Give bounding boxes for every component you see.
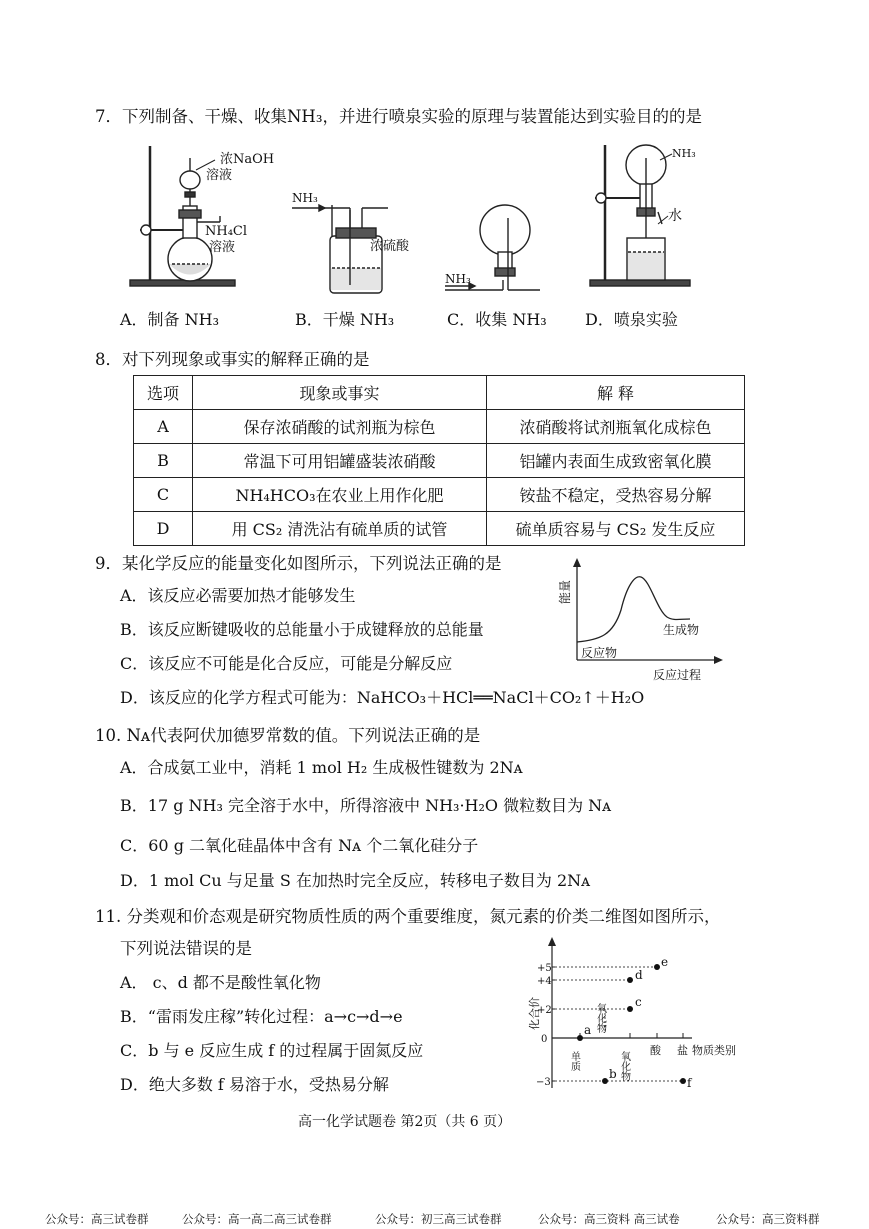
table-header: 选项	[134, 376, 193, 410]
page-footer: 高一化学试题卷 第2页（共 6 页）	[298, 1114, 512, 1130]
table-cell: 用 CS₂ 清洗沾有硫单质的试管	[193, 512, 487, 546]
q11-ylabel: 化合价	[528, 997, 541, 1030]
table-row	[134, 444, 745, 478]
q7-option-c: C．收集 NH₃	[447, 310, 547, 329]
q9-option-d: D．该反应的化学方程式可能为：NaHCO₃＋HCl══NaCl＋CO₂↑＋H₂O	[120, 688, 645, 707]
bottom-bar-item: 公众号：高三资料 高三试卷	[538, 1212, 680, 1226]
q11-xlabel: 物质类别	[692, 1044, 736, 1057]
table-cell: D	[134, 512, 193, 546]
q9-option-c: C．该反应不可能是化合反应，可能是分解反应	[120, 654, 453, 673]
table-cell: 浓硝酸将试剂瓶氧化成棕色	[487, 410, 745, 444]
label-nh4cl1: NH₄Cl	[205, 224, 248, 239]
q10-option-a: A．合成氨工业中，消耗 1 mol H₂ 生成极性键数为 2Nᴀ	[120, 758, 523, 777]
q9-product-label: 生成物	[663, 623, 700, 637]
point-a: a	[584, 1023, 592, 1037]
cat-acid: 酸	[650, 1044, 661, 1057]
q7-stem: 7．下列制备、干燥、收集NH₃，并进行喷泉实验的原理与装置能达到实验目的的是	[95, 107, 702, 126]
table-row	[134, 512, 745, 546]
label-naoh1: 浓NaOH	[220, 152, 275, 167]
point-b: b	[609, 1067, 617, 1081]
q11-stem-line2: 下列说法错误的是	[120, 939, 252, 958]
ytick-p4: +4	[537, 976, 552, 987]
q7-apparatus-figure	[120, 140, 740, 300]
bottom-bar-item: 公众号：高三资料群	[716, 1212, 820, 1226]
q9-reactant-label: 反应物	[581, 646, 618, 660]
q11-option-d: D．绝大多数 f 易溶于水，受热易分解	[120, 1075, 389, 1094]
q7-option-b: B．干燥 NH₃	[295, 310, 395, 329]
point-f: f	[687, 1076, 692, 1090]
q7-option-d: D．喷泉实验	[585, 310, 678, 329]
cat-salt: 盐	[677, 1044, 688, 1057]
label-d-gas: NH₃	[672, 147, 696, 160]
table-cell: B	[134, 444, 193, 478]
point-e: e	[661, 955, 669, 969]
q11-stem-line1: 11. 分类观和价态观是研究物质性质的两个重要维度，氮元素的价类二维图如图所示，	[95, 907, 721, 926]
q9-ylabel: 能量	[558, 579, 572, 604]
label-naoh2: 溶液	[206, 168, 233, 183]
ytick-m3: −3	[536, 1077, 551, 1088]
ytick-p5: +5	[537, 963, 552, 974]
q11-valence-diagram	[520, 933, 750, 1093]
table-cell: 铝罐内表面生成致密氧化膜	[487, 444, 745, 478]
q9-xlabel: 反应过程	[653, 668, 702, 682]
q10-option-c: C．60 g 二氧化硅晶体中含有 Nᴀ 个二氧化硅分子	[120, 836, 479, 855]
q10-option-d: D．1 mol Cu 与足量 S 在加热时完全反应，转移电子数目为 2Nᴀ	[120, 871, 591, 890]
q9-option-a: A．该反应必需要加热才能够发生	[120, 586, 356, 605]
label-d-water: 水	[668, 208, 682, 224]
q10-stem: 10. Nᴀ代表阿伏加德罗常数的值。下列说法正确的是	[95, 726, 481, 745]
label-nh4cl2: 溶液	[209, 240, 236, 255]
label-c-gas: NH₃	[445, 272, 471, 286]
table-cell: 铵盐不稳定，受热容易分解	[487, 478, 745, 512]
bottom-bar-item: 公众号：高三试卷群	[45, 1212, 149, 1226]
table-cell: 硫单质容易与 CS₂ 发生反应	[487, 512, 745, 546]
bottom-bar-item: 公众号：高一高二高三试卷群	[182, 1212, 332, 1226]
q9-energy-diagram	[555, 555, 730, 685]
q11-option-b: B．“雷雨发庄稼”转化过程：a→c→d→e	[120, 1007, 403, 1026]
bottom-bar-item: 公众号：初三高三试卷群	[375, 1212, 502, 1226]
cat-oxide: 氧化物	[594, 1003, 606, 1033]
table-cell: A	[134, 410, 193, 444]
q11-option-c: C．b 与 e 反应生成 f 的过程属于固氮反应	[120, 1041, 424, 1060]
table-cell: C	[134, 478, 193, 512]
q7-option-a: A．制备 NH₃	[120, 310, 220, 329]
q10-option-b: B．17 g NH₃ 完全溶于水中，所得溶液中 NH₃·H₂O 微粒数目为 Nᴀ	[120, 796, 612, 815]
table-row	[134, 478, 745, 512]
ytick-p2: +2	[537, 1005, 552, 1016]
table-cell: NH₄HCO₃在农业上用作化肥	[193, 478, 487, 512]
table-cell: 常温下可用铝罐盛装浓硝酸	[193, 444, 487, 478]
point-d: d	[635, 968, 643, 982]
table-header-row	[134, 376, 745, 410]
label-b-gas: NH₃	[292, 191, 318, 205]
cat-element: 单质	[568, 1051, 580, 1071]
label-b-acid: 浓硫酸	[370, 239, 410, 254]
table-row	[134, 410, 745, 444]
table-cell: 保存浓硝酸的试剂瓶为棕色	[193, 410, 487, 444]
q9-option-b: B．该反应断键吸收的总能量小于成键释放的总能量	[120, 620, 484, 639]
cat-oxide-lower: 氧化物	[618, 1051, 630, 1081]
q8-table	[133, 375, 745, 546]
table-header: 现象或事实	[193, 376, 487, 410]
point-c: c	[635, 995, 642, 1009]
q11-option-a: A． c、d 都不是酸性氧化物	[120, 973, 321, 992]
apparatus-a	[130, 146, 235, 286]
q8-stem: 8．对下列现象或事实的解释正确的是	[95, 350, 370, 369]
table-header: 解 释	[487, 376, 745, 410]
ytick-0: 0	[541, 1034, 548, 1045]
q9-stem: 9．某化学反应的能量变化如图所示，下列说法正确的是	[95, 554, 502, 573]
